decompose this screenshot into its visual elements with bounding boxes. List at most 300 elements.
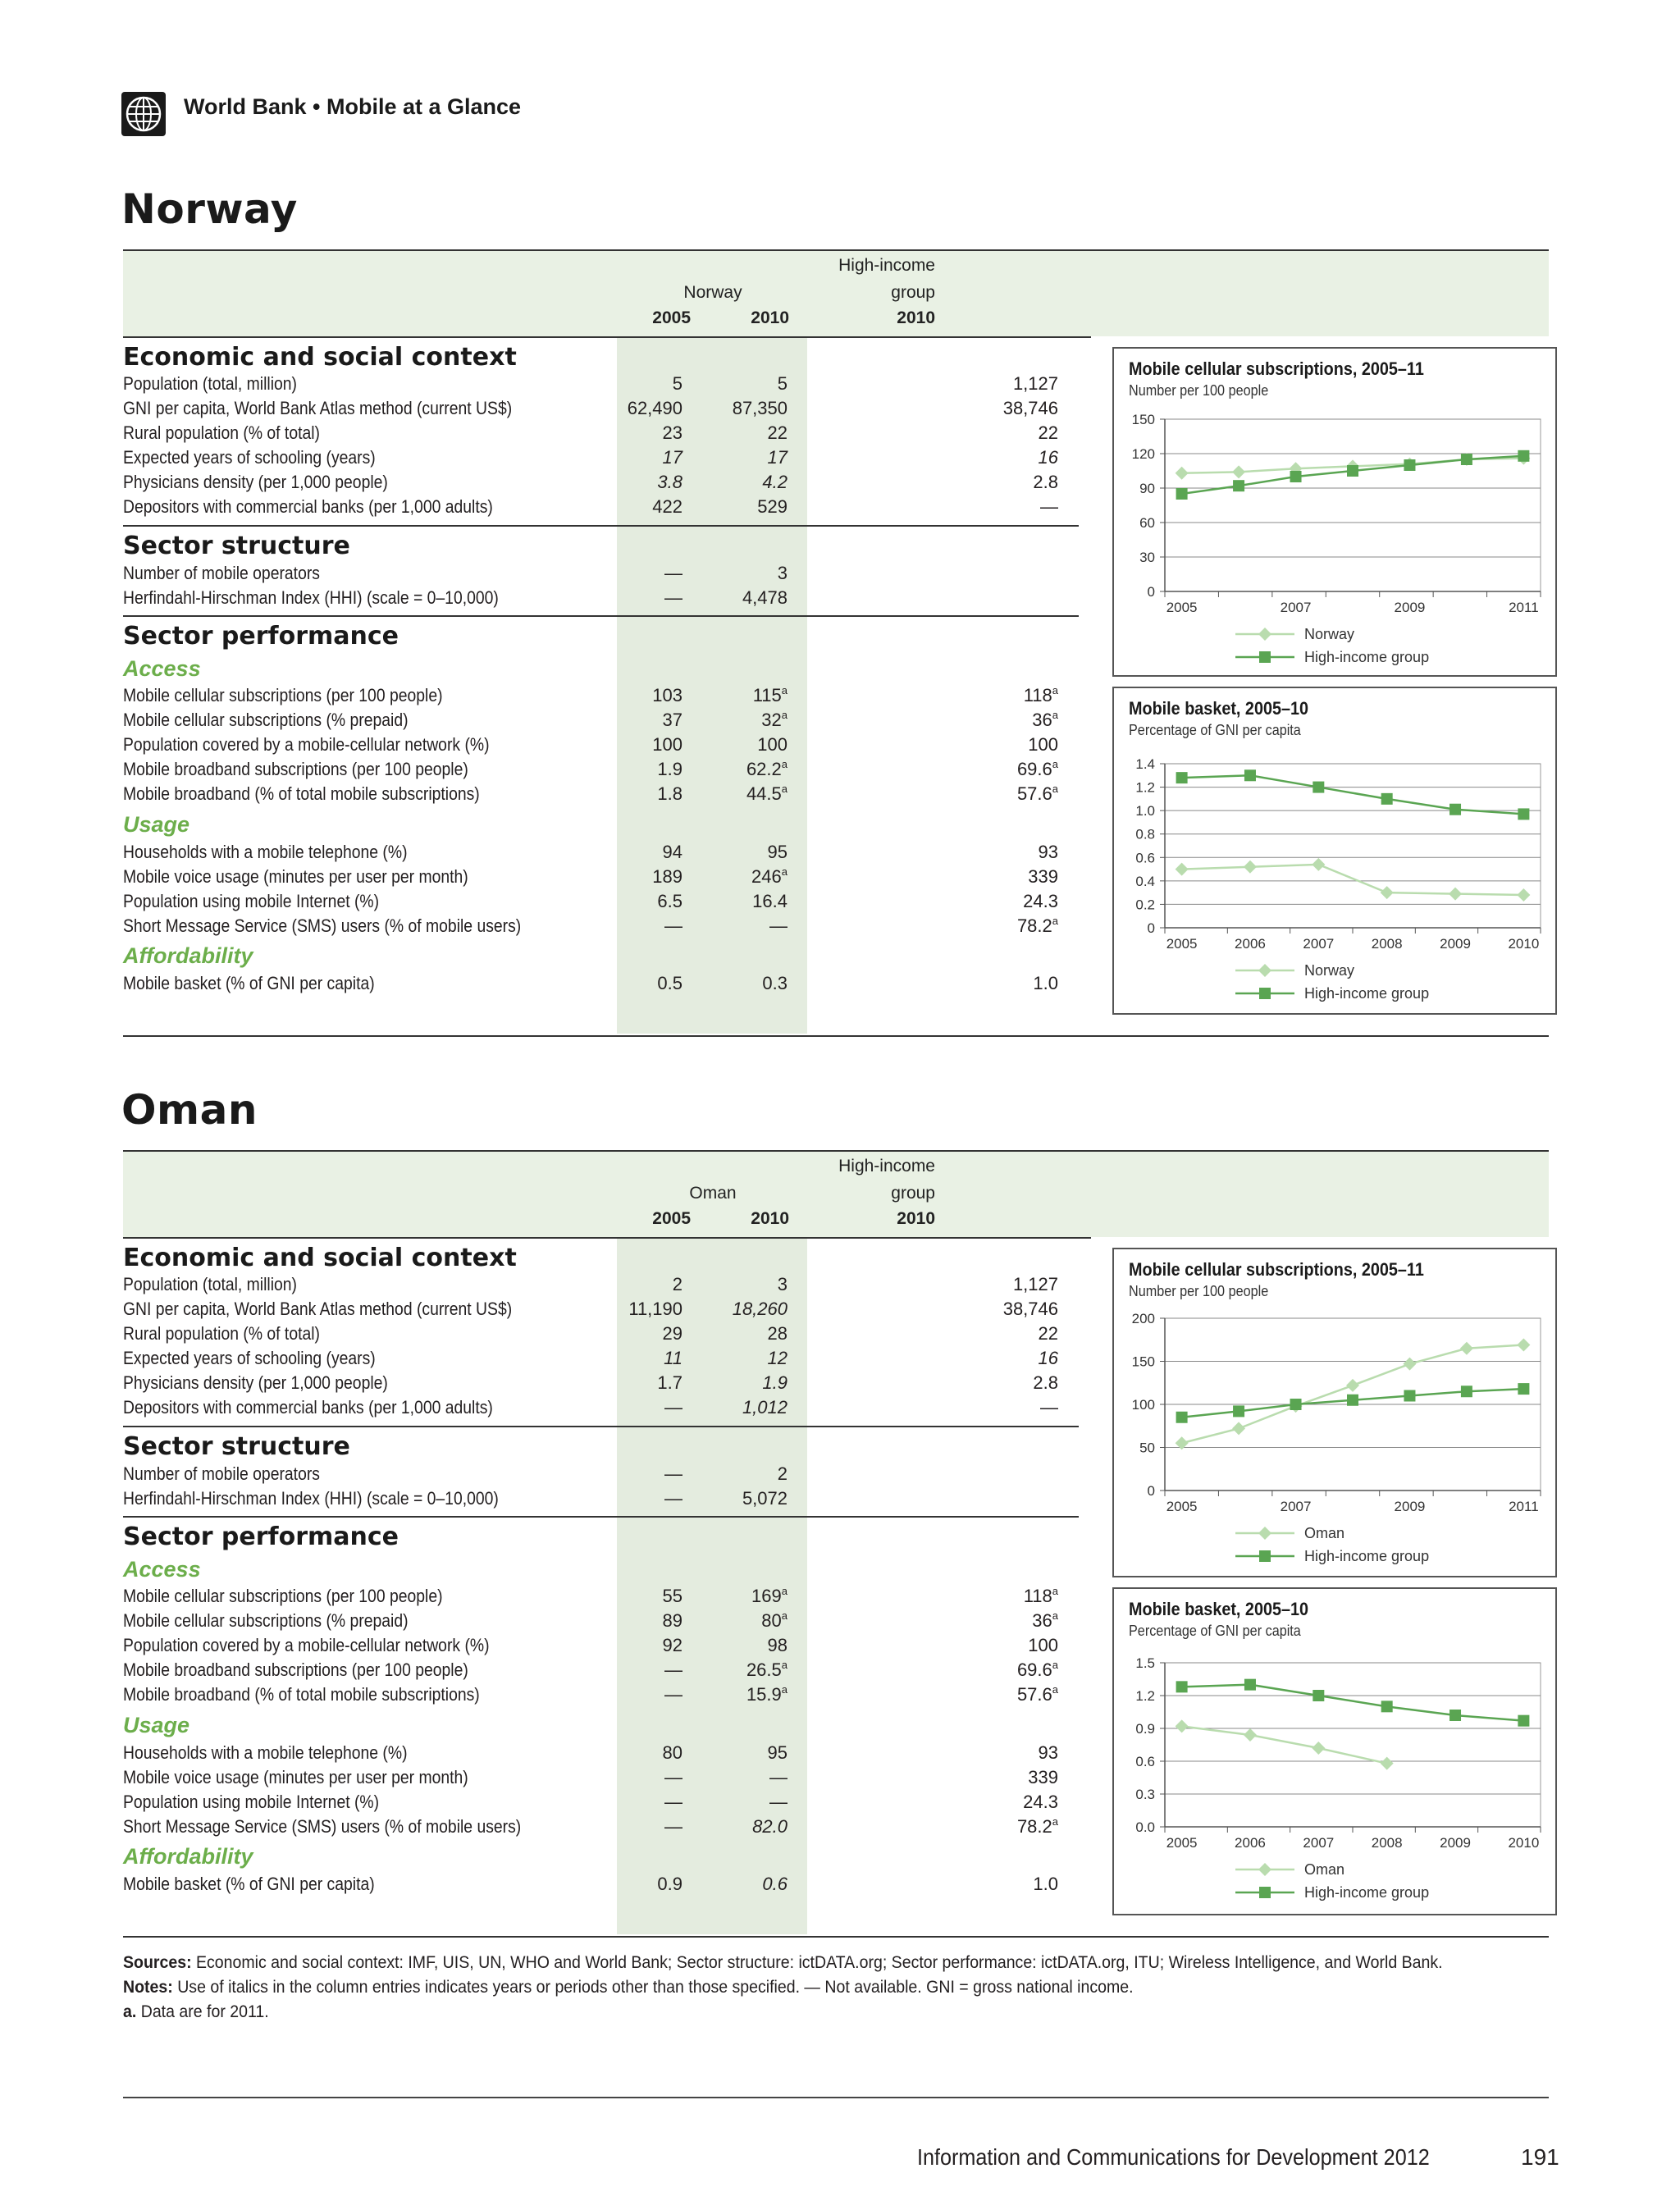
footnote-marker: a (1052, 1659, 1058, 1671)
data-point-square (1312, 782, 1324, 793)
cell-v2: 95 (767, 1742, 788, 1763)
cell-v2: 0.6 (762, 1874, 788, 1894)
cell-v3: 22 (1038, 422, 1058, 443)
cell-v3: 1.0 (1033, 973, 1058, 993)
legend-label: Norway (1304, 962, 1355, 979)
legend-marker (1259, 651, 1271, 663)
cell-v2: — (769, 915, 788, 936)
cell-v3: 38,746 (1002, 1299, 1058, 1319)
table-row (123, 1658, 1058, 1682)
cell-v2: 4.2 (762, 472, 788, 492)
section-rule (123, 1426, 1079, 1427)
legend-marker (1258, 1527, 1271, 1540)
chart-subtitle: Percentage of GNI per capita (1129, 1623, 1301, 1639)
section-economic-context: Economic and social context (123, 1244, 517, 1272)
data-point-square (1233, 480, 1244, 491)
x-tick-label: 2006 (1235, 936, 1266, 952)
row-label: Mobile voice usage (minutes per user per month) (123, 1767, 468, 1787)
legend-marker (1259, 1550, 1271, 1562)
cell-v1: 89 (662, 1610, 682, 1631)
cell-v3: 100 (1028, 734, 1058, 755)
sources-note: Sources: Economic and social context: IMF, UIS, UN, WHO and World Bank; Sector structure: ictDATA.org; Sector performance: ictDATA.org, ITU; Wireless Intelligence, and World Bank. (123, 1953, 1443, 1972)
table-row (123, 561, 1058, 586)
row-label: Mobile broadband (% of total mobile subscriptions) (123, 783, 480, 804)
row-label: Mobile basket (% of GNI per capita) (123, 1874, 375, 1894)
row-label: Rural population (% of total) (123, 422, 320, 443)
cell-v2: 26.5$^a$ (746, 1659, 788, 1680)
cell-v1: 92 (662, 1635, 682, 1655)
y-tick-label: 1.0 (1135, 803, 1155, 819)
y-tick-label: 0 (1147, 920, 1155, 936)
cell-v1: — (664, 587, 682, 608)
x-tick-label: 2009 (1394, 1499, 1426, 1514)
cell-v2: 62.2$^a$ (746, 758, 788, 779)
row-label: Mobile broadband subscriptions (per 100 people) (123, 759, 468, 779)
y-tick-label: 1.2 (1135, 779, 1155, 796)
table-row (123, 1609, 1058, 1633)
chart-1 (1112, 687, 1557, 1015)
cell-v2: 44.5$^a$ (746, 783, 788, 804)
cell-v1: 94 (662, 842, 682, 862)
footnote-marker: a (781, 1659, 788, 1671)
x-tick-label: 2006 (1235, 1835, 1266, 1851)
table-row (123, 1765, 1058, 1790)
cell-v1: 23 (662, 422, 682, 443)
cell-v3: 24.3 (1023, 1792, 1058, 1812)
row-label: Mobile cellular subscriptions (per 100 people) (123, 685, 443, 705)
cell-v3: 1,127 (1012, 373, 1058, 394)
legend-label: High-income group (1304, 649, 1430, 665)
x-tick-label: 2007 (1280, 1499, 1312, 1514)
footnote-marker: a (1052, 709, 1058, 721)
data-point-diamond (1176, 1719, 1189, 1732)
section-rule (123, 525, 1079, 527)
footnote-a: a. Data are for 2011. (123, 2002, 269, 2021)
row-label: Number of mobile operators (123, 563, 320, 583)
legend-marker (1258, 1863, 1271, 1876)
data-point-diamond (1312, 1742, 1325, 1755)
cell-v3: 339 (1028, 866, 1058, 887)
plot-frame (1165, 764, 1541, 928)
y-tick-label: 200 (1131, 1311, 1155, 1326)
legend-label: High-income group (1304, 1884, 1430, 1901)
cell-v2: 3 (777, 563, 788, 583)
footnote-marker: a (781, 1585, 788, 1597)
legend-label: High-income group (1304, 1548, 1430, 1564)
footnote-marker: a (1052, 1585, 1058, 1597)
data-point-diamond (1244, 861, 1257, 874)
running-header: World Bank • Mobile at a Glance (184, 94, 522, 119)
chart-svg (1114, 1249, 1555, 1576)
cell-v3: 2.8 (1033, 472, 1058, 492)
col-header-year1: 2005 (652, 1209, 691, 1228)
legend-label: High-income group (1304, 985, 1430, 1002)
cell-v1: 0.9 (657, 1874, 682, 1894)
plot-frame (1165, 1663, 1541, 1827)
footnote-marker: a (1052, 684, 1058, 696)
y-tick-label: 0.9 (1135, 1721, 1155, 1737)
cell-v1: 11,190 (628, 1299, 682, 1319)
x-tick-label: 2011 (1509, 600, 1539, 615)
col-header-country: Norway (683, 283, 742, 302)
col-header-group-year: 2010 (897, 1209, 935, 1228)
section-sector-structure: Sector structure (123, 532, 350, 560)
col-header-group-line2: group (891, 1184, 935, 1203)
table-row (123, 1346, 1058, 1371)
cell-v2: 98 (767, 1635, 788, 1655)
table-row (123, 1584, 1058, 1609)
cell-v2: 17 (767, 447, 788, 468)
cell-v2: 3 (777, 1274, 788, 1294)
chart-0 (1112, 347, 1557, 677)
table-row (123, 1633, 1058, 1658)
x-tick-label: 2008 (1371, 936, 1403, 952)
header-bottom-rule (123, 1237, 1091, 1239)
cell-v3: 118$^a$ (1023, 684, 1058, 705)
cell-v1: — (664, 563, 682, 583)
y-tick-label: 60 (1139, 515, 1155, 531)
cell-v2: 5,072 (742, 1488, 788, 1509)
chart-title: Mobile cellular subscriptions, 2005–11 (1129, 1259, 1424, 1280)
chart-3 (1112, 1587, 1557, 1915)
cell-v2: 80$^a$ (761, 1609, 788, 1631)
x-tick-label: 2009 (1440, 1835, 1471, 1851)
data-point-diamond (1517, 888, 1530, 902)
row-label: Population using mobile Internet (%) (123, 891, 380, 911)
table-row (123, 971, 1058, 996)
section-economic-context: Economic and social context (123, 343, 517, 372)
footnote-marker: a (1052, 915, 1058, 927)
cell-v2: 82.0 (752, 1816, 788, 1837)
col-header-group-line1: High-income (838, 256, 935, 275)
cell-v3: 78.2$^a$ (1016, 1815, 1058, 1837)
cell-v1: 11 (664, 1348, 682, 1368)
subsection-access: Access (123, 656, 201, 681)
y-tick-label: 50 (1139, 1440, 1155, 1456)
footnote-marker: a (781, 758, 788, 770)
cell-v2: 246$^a$ (751, 865, 788, 887)
table-row (123, 1486, 1058, 1511)
cell-v1: 189 (652, 866, 682, 887)
y-tick-label: 0.6 (1135, 850, 1155, 866)
table-row (123, 708, 1058, 733)
cell-v1: 103 (652, 685, 682, 705)
cell-v2: 1.9 (762, 1372, 788, 1393)
cell-v1: 6.5 (657, 891, 682, 911)
cell-v2: 115$^a$ (752, 684, 788, 705)
data-point-diamond (1460, 1342, 1473, 1355)
cell-v3: 24.3 (1023, 891, 1058, 911)
row-label: Households with a mobile telephone (%) (123, 1742, 408, 1763)
col-header-year2: 2010 (751, 1209, 789, 1228)
cell-v3: — (1040, 1397, 1058, 1418)
data-point-square (1404, 459, 1415, 471)
cell-v1: 3.8 (657, 472, 682, 492)
row-label: Mobile cellular subscriptions (% prepaid) (123, 1610, 409, 1631)
chart-2 (1112, 1248, 1557, 1577)
cell-v3: 2.8 (1033, 1372, 1058, 1393)
cell-v3: 118$^a$ (1023, 1585, 1058, 1606)
row-label: Mobile basket (% of GNI per capita) (123, 973, 375, 993)
row-label: Physicians density (per 1,000 people) (123, 1372, 388, 1393)
subsection-affordability: Affordability (123, 943, 253, 968)
x-tick-label: 2007 (1303, 936, 1335, 952)
data-point-square (1404, 1390, 1415, 1402)
chart-svg (1114, 688, 1555, 1013)
subsection-affordability: Affordability (123, 1844, 253, 1869)
y-tick-label: 0 (1147, 1483, 1155, 1499)
table-row (123, 733, 1058, 757)
cell-v3: 38,746 (1002, 398, 1058, 418)
data-point-square (1176, 488, 1188, 500)
footer-title: Information and Communications for Development 2012 (917, 2144, 1430, 2170)
data-point-diamond (1517, 1339, 1530, 1352)
y-tick-label: 30 (1139, 550, 1155, 565)
col-header-group-line2: group (891, 283, 935, 302)
y-tick-label: 150 (1131, 412, 1155, 427)
data-point-square (1176, 772, 1188, 783)
row-label: GNI per capita, World Bank Atlas method (current US$) (123, 1299, 513, 1319)
cell-v3: 16 (1038, 1348, 1058, 1368)
cell-v3: 1.0 (1033, 1874, 1058, 1894)
section-sector-performance: Sector performance (123, 1522, 399, 1551)
cell-v3: — (1040, 496, 1058, 517)
table-row (123, 1790, 1058, 1815)
notes-note: Notes: Use of italics in the column entries indicates years or periods other than those specified. — Not available. GNI = gross national income. (123, 1978, 1134, 1997)
table-row (123, 1815, 1058, 1839)
data-point-square (1449, 804, 1461, 815)
x-tick-label: 2008 (1371, 1835, 1403, 1851)
data-point-square (1449, 1710, 1461, 1721)
section-sector-performance: Sector performance (123, 622, 399, 651)
y-tick-label: 1.2 (1135, 1688, 1155, 1704)
row-label: Population (total, million) (123, 373, 297, 394)
footnote-marker: a (1052, 1815, 1058, 1828)
footnote-marker: a (781, 684, 788, 696)
data-point-square (1347, 465, 1358, 477)
cell-v3: 57.6$^a$ (1016, 783, 1058, 804)
cell-v2: 2 (777, 1463, 788, 1484)
y-tick-label: 0 (1147, 584, 1155, 600)
x-tick-label: 2010 (1508, 1835, 1540, 1851)
y-tick-label: 120 (1131, 446, 1155, 462)
footnote-marker: a (1052, 1609, 1058, 1622)
cell-v2: — (769, 1767, 788, 1787)
cell-v3: 69.6$^a$ (1016, 758, 1058, 779)
cell-v1: — (664, 1767, 682, 1787)
data-point-square (1347, 1395, 1358, 1406)
cell-v3: 22 (1038, 1323, 1058, 1344)
data-point-diamond (1232, 465, 1245, 478)
cell-v1: 1.9 (657, 759, 682, 779)
table-row (123, 914, 1058, 938)
cell-v1: 1.8 (657, 783, 682, 804)
data-point-diamond (1403, 1358, 1416, 1371)
x-tick-label: 2009 (1394, 600, 1426, 615)
subsection-usage: Usage (123, 1713, 190, 1737)
cell-v1: — (664, 1816, 682, 1837)
data-point-diamond (1449, 888, 1462, 901)
footnote-marker: a (781, 783, 788, 795)
cell-v3: 1,127 (1012, 1274, 1058, 1294)
cell-v2: 12 (767, 1348, 788, 1368)
x-tick-label: 2005 (1166, 1835, 1198, 1851)
cell-v2: 529 (757, 496, 788, 517)
legend-marker (1259, 988, 1271, 999)
data-point-square (1381, 793, 1393, 805)
data-point-square (1176, 1412, 1188, 1423)
cell-v2: 15.9$^a$ (746, 1683, 788, 1705)
data-point-diamond (1312, 858, 1325, 871)
table-row (123, 757, 1058, 782)
y-tick-label: 1.5 (1135, 1655, 1155, 1671)
row-label: Rural population (% of total) (123, 1323, 320, 1344)
data-point-diamond (1176, 863, 1189, 876)
footnote-marker: a (1052, 1683, 1058, 1696)
x-tick-label: 2009 (1440, 936, 1471, 952)
legend-marker (1259, 1887, 1271, 1898)
series-line-1 (1182, 775, 1524, 814)
cell-v1: 29 (662, 1323, 682, 1344)
cell-v2: 18,260 (732, 1299, 788, 1319)
row-label: Physicians density (per 1,000 people) (123, 472, 388, 492)
country-title-norway: Norway (121, 185, 298, 233)
legend-label: Oman (1304, 1525, 1345, 1541)
legend-marker (1258, 964, 1271, 977)
data-point-square (1518, 808, 1529, 819)
country-title-oman: Oman (121, 1086, 258, 1134)
y-tick-label: 100 (1131, 1397, 1155, 1413)
cell-v2: 28 (767, 1323, 788, 1344)
cell-v3: 16 (1038, 447, 1058, 468)
cell-v1: 422 (652, 496, 682, 517)
footnote-marker: a (781, 709, 788, 721)
footnote-marker: a (1052, 783, 1058, 795)
cell-v2: 32$^a$ (761, 709, 788, 730)
cell-v1: — (664, 1792, 682, 1812)
cell-v2: 100 (757, 734, 788, 755)
series-line-0 (1182, 1726, 1387, 1763)
cell-v2: 95 (767, 842, 788, 862)
table-bottom-rule (123, 1936, 1549, 1938)
col-header-year2: 2010 (751, 308, 789, 327)
data-point-square (1290, 471, 1302, 482)
row-label: Depositors with commercial banks (per 1,000 adults) (123, 1397, 493, 1418)
cell-v1: — (664, 1684, 682, 1705)
data-point-square (1233, 1405, 1244, 1417)
data-point-diamond (1244, 1728, 1257, 1742)
cell-v2: — (769, 1792, 788, 1812)
x-tick-label: 2007 (1280, 600, 1312, 615)
cell-v3: 339 (1028, 1767, 1058, 1787)
table-row (123, 396, 1058, 421)
page-number: 191 (1521, 2144, 1559, 2170)
row-label: Mobile cellular subscriptions (per 100 people) (123, 1586, 443, 1606)
cell-v3: 36$^a$ (1032, 1609, 1058, 1631)
cell-v2: 22 (767, 422, 788, 443)
section-rule (123, 615, 1079, 617)
table-row (123, 782, 1058, 806)
chart-title: Mobile basket, 2005–10 (1129, 698, 1309, 719)
data-point-square (1461, 1386, 1472, 1397)
cell-v1: 100 (652, 734, 682, 755)
data-point-diamond (1232, 1422, 1245, 1435)
y-tick-label: 90 (1139, 481, 1155, 496)
row-label: Short Message Service (SMS) users (% of mobile users) (123, 915, 522, 936)
data-point-square (1244, 769, 1256, 781)
cell-v2: 169$^a$ (751, 1585, 788, 1606)
chart-title: Mobile cellular subscriptions, 2005–11 (1129, 358, 1424, 379)
cell-v2: 16.4 (752, 891, 788, 911)
table-row (123, 372, 1058, 396)
footnote-marker: a (1052, 758, 1058, 770)
table-row (123, 495, 1058, 519)
subsection-usage: Usage (123, 812, 190, 837)
cell-v3: 36$^a$ (1032, 709, 1058, 730)
x-tick-label: 2005 (1166, 936, 1198, 952)
chart-svg (1114, 1589, 1555, 1914)
table-row (123, 865, 1058, 889)
table-row (123, 1682, 1058, 1707)
cell-v1: 55 (662, 1586, 682, 1606)
row-label: Herfindahl-Hirschman Index (HHI) (scale = 0–10,000) (123, 587, 499, 608)
cell-v1: — (664, 1488, 682, 1509)
table-row (123, 683, 1058, 708)
row-label: Expected years of schooling (years) (123, 1348, 376, 1368)
cell-v3: 78.2$^a$ (1016, 915, 1058, 936)
row-label: Households with a mobile telephone (%) (123, 842, 408, 862)
col-header-country: Oman (689, 1184, 737, 1203)
row-label: Mobile cellular subscriptions (% prepaid) (123, 710, 409, 730)
data-point-square (1176, 1681, 1188, 1692)
cell-v3: 93 (1038, 1742, 1058, 1763)
data-point-diamond (1176, 467, 1189, 480)
cell-v1: — (664, 915, 682, 936)
chart-svg (1114, 349, 1555, 675)
row-label: GNI per capita, World Bank Atlas method (current US$) (123, 398, 513, 418)
table-row (123, 840, 1058, 865)
x-tick-label: 2005 (1166, 1499, 1198, 1514)
legend-marker (1258, 628, 1271, 641)
y-tick-label: 0.4 (1135, 873, 1155, 889)
chart-subtitle: Percentage of GNI per capita (1129, 722, 1301, 738)
cell-v1: 17 (662, 447, 682, 468)
data-point-square (1290, 1399, 1302, 1410)
data-point-diamond (1346, 1379, 1359, 1392)
table-row (123, 1272, 1058, 1297)
row-label: Herfindahl-Hirschman Index (HHI) (scale = 0–10,000) (123, 1488, 499, 1509)
row-label: Population covered by a mobile-cellular network (%) (123, 1635, 490, 1655)
y-tick-label: 0.0 (1135, 1819, 1155, 1835)
data-point-square (1461, 454, 1472, 465)
legend-label: Norway (1304, 626, 1355, 642)
col-header-group-year: 2010 (897, 308, 935, 327)
y-tick-label: 150 (1131, 1354, 1155, 1370)
row-label: Short Message Service (SMS) users (% of mobile users) (123, 1816, 522, 1837)
cell-v1: — (664, 1463, 682, 1484)
row-label: Expected years of schooling (years) (123, 447, 376, 468)
y-tick-label: 0.8 (1135, 826, 1155, 842)
row-label: Mobile broadband subscriptions (per 100 people) (123, 1659, 468, 1680)
footer-rule (123, 2097, 1549, 2098)
table-bottom-rule (123, 1035, 1549, 1037)
row-label: Population using mobile Internet (%) (123, 1792, 380, 1812)
table-row (123, 586, 1058, 610)
cell-v1: 2 (672, 1274, 682, 1294)
cell-v1: 1.7 (657, 1372, 682, 1393)
chart-subtitle: Number per 100 people (1129, 1283, 1269, 1299)
cell-v1: 5 (672, 373, 682, 394)
